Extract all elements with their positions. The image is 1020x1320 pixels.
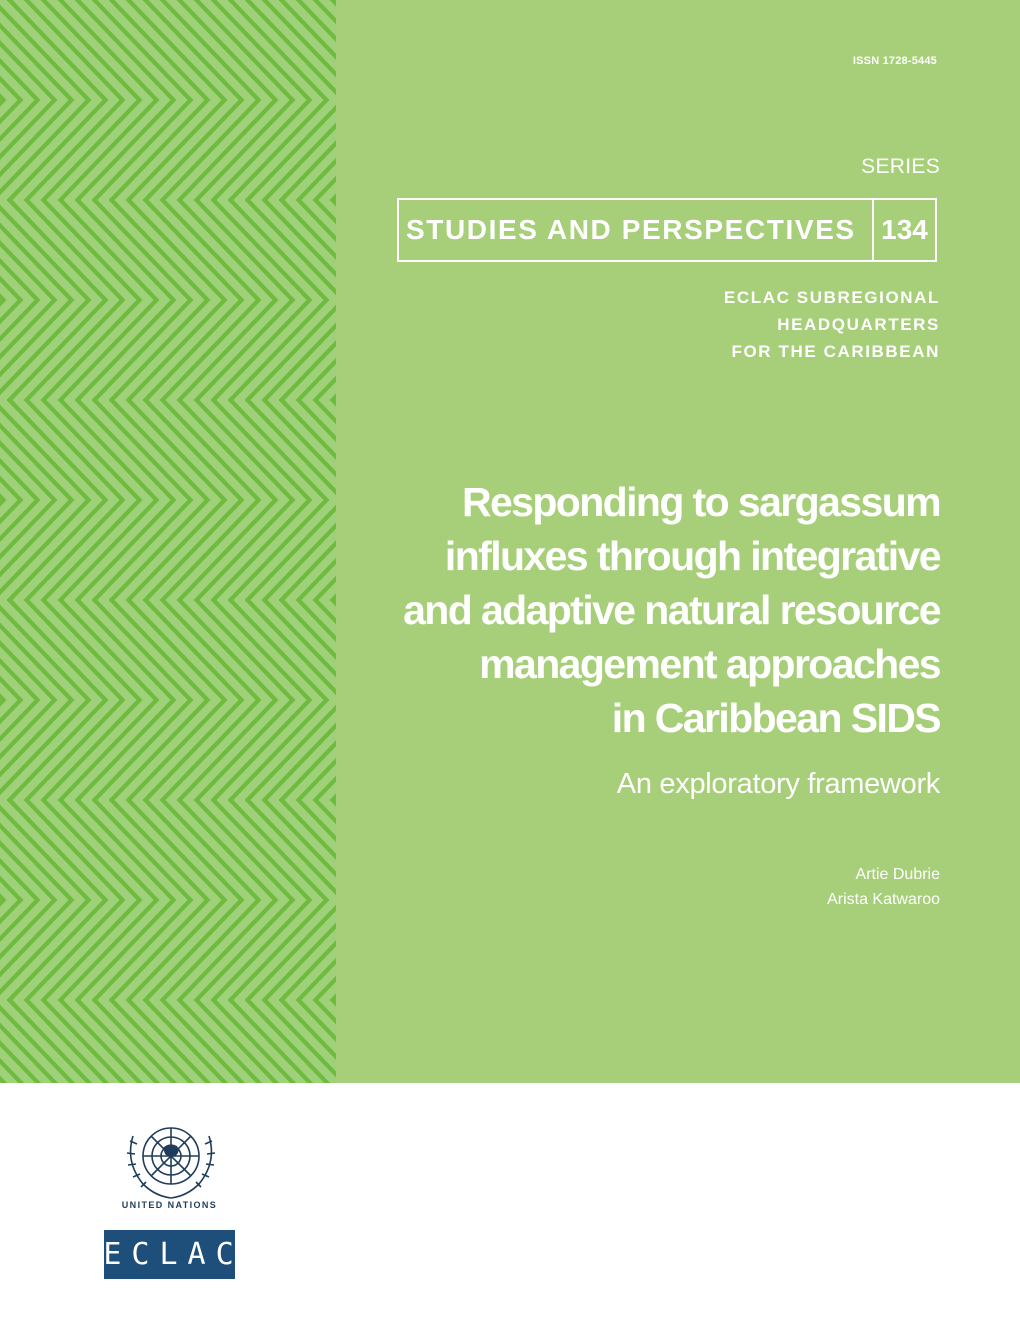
authors — [827, 862, 940, 912]
series-number: 134 — [881, 214, 928, 245]
document-title — [320, 475, 940, 745]
headquarters-line: ECLAC SUBREGIONAL — [723, 288, 940, 307]
title-line: influxes through integrative — [444, 533, 940, 579]
author-name: Arista Katwaroo — [827, 891, 940, 908]
document-subtitle: An exploratory framework — [616, 768, 940, 800]
headquarters-line: HEADQUARTERS — [777, 315, 940, 334]
eclac-logo: ECLAC — [104, 1230, 235, 1279]
united-nations-label: UNITED NATIONS — [121, 1200, 218, 1210]
headquarters-label — [724, 284, 940, 365]
title-line: management approaches — [479, 641, 940, 687]
chevron-pattern — [0, 0, 336, 1083]
chevron-pattern-svg — [0, 0, 336, 1083]
headquarters-line: FOR THE CARIBBEAN — [731, 342, 940, 361]
series-name: STUDIES AND PERSPECTIVES — [399, 200, 874, 260]
title-line: and adaptive natural resource — [403, 587, 940, 633]
series-label: SERIES — [861, 155, 940, 178]
issn-number: ISSN 1728-5445 — [852, 55, 937, 67]
series-box — [397, 198, 937, 262]
title-line: in Caribbean SIDS — [611, 695, 940, 741]
author-name: Artie Dubrie — [855, 866, 940, 883]
title-line: Responding to sargassum — [461, 479, 940, 525]
